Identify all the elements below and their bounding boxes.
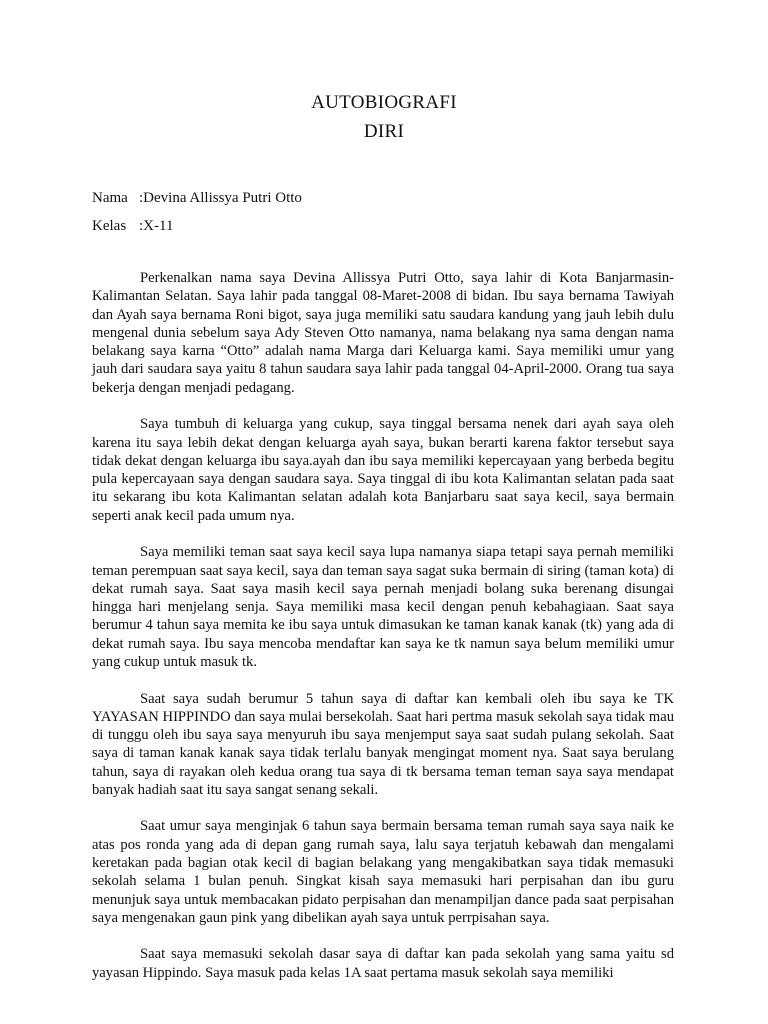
document-title (0, 88, 768, 146)
body-text (92, 269, 674, 1000)
nama-field (92, 189, 302, 207)
paragraph: Saat umur saya menginjak 6 tahun saya bermain bersama teman rumah saya saya naik ke atas pos ronda yang ada di depan gang rumah saya, lalu saya terjatuh kebawah dan mengalami keretakan pada bagian otak kecil di bagian belakang yang mengakibatkan saya tidak memasuki sekolah selama 1 bulan penuh. Singkat kisah saya memasuki hari perpisahan dan ibu guru menunjuk saya untuk membacakan pidato perpisahan dan menampiljan dance pada saat perpisahan saya mengenakan gaun pink yang dibelikan ayah saya untuk perrpisahan saya. (92, 818, 674, 926)
paragraph: Saat saya memasuki sekolah dasar saya di daftar kan pada sekolah yang sama yaitu sd yayasan Hippindo. Saya masuk pada kelas 1A saat pertama masuk sekolah saya memiliki (92, 946, 674, 981)
nama-label: Nama (92, 190, 128, 206)
paragraph: Saat saya sudah berumur 5 tahun saya di daftar kan kembali oleh ibu saya ke TK YAYASAN HIPPINDO dan saya mulai bersekolah. Saat hari pertma masuk sekolah saya tidak mau di tunggu oleh ibu saya saya menyuruh ibu saya menjemput saya saat sudah pulang sekolah. Saat saya di taman kanak kanak saya tidak terlalu banyak mengingat moment nya. Saat saya berulang tahun, saya di rayakan oleh kedua orang tua saya di tk bersama teman teman saya saya mendapat banyak hadiah saat itu saya sangat senang sekali. (92, 690, 674, 798)
paragraph: Perkenalkan nama saya Devina Allissya Putri Otto, saya lahir di Kota Banjarmasin-Kalimantan Selatan. Saya lahir pada tanggal 08-Maret-2008 di bidan. Ibu saya bernama Tawiyah dan Ayah saya bernama Roni bigot, saya juga memiliki satu saudara kandung yang jauh lebih dulu mengenal dunia sebelum saya Ady Steven Otto namanya, nama belakang nya sama dengan nama belakang saya karna “Otto” adalah nama Marga dari Keluarga kami. Saya memiliki umur yang jauh dari saudara saya yaitu 8 tahun saudara saya lahir pada tanggal 04-April-2000. Orang tua saya bekerja dengan menjadi pedagang. (92, 270, 674, 396)
kelas-field (92, 217, 173, 235)
paragraph: Saya memiliki teman saat saya kecil saya lupa namanya siapa tetapi saya pernah memiliki teman perempuan saat saya kecil, saya dan teman saya sagat suka bermain di siring (taman kota) di dekat rumah saya. Saat saya masih kecil saya pernah menjadi bolang suka berenang disungai hingga hari menjelang senja. Saya memiliki masa kecil dengan penuh kebahagiaan. Saat saya berumur 4 tahun saya memita ke ibu saya untuk dimasukan ke taman kanak kanak (tk) yang ada di dekat rumah saya. Ibu saya mencoba mendaftar kan saya ke tk namun saya belum memiliki umur yang cukup untuk masuk tk. (92, 544, 674, 671)
nama-value: :Devina Allissya Putri Otto (139, 190, 302, 206)
title-line-1: AUTOBIOGRAFI (311, 92, 457, 113)
kelas-value: :X-11 (139, 218, 174, 234)
paragraph: Saya tumbuh di keluarga yang cukup, saya tinggal bersama nenek dari ayah saya oleh karena itu saya lebih dekat dengan keluarga ayah saya, bukan berarti karena faktor tersebut saya tidak dekat dengan keluarga ibu saya.ayah dan ibu saya memiliki kepercayaan yang berbeda begitu pula kepercayaan saya dengan saudara saya. Saya tinggal di ibu kota Kalimantan selatan pada saat itu sekarang ibu kota Kalimantan selatan adalah kota Banjarbaru saat saya kecil, saya bermain seperti anak kecil pada umum nya. (92, 416, 674, 524)
title-line-2: DIRI (363, 121, 405, 142)
kelas-label: Kelas (92, 218, 127, 234)
